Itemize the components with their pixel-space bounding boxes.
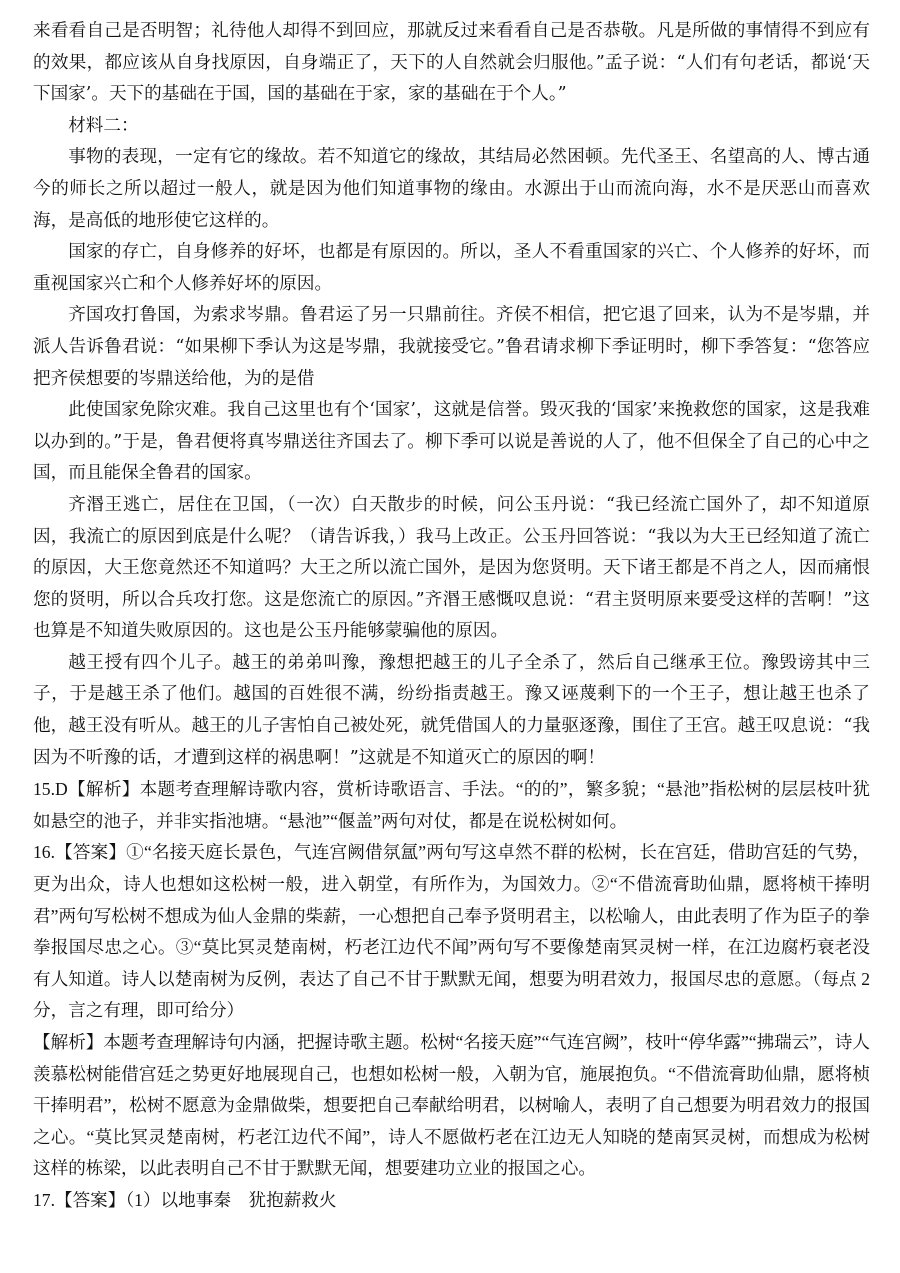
answer-17: 17.【答案】（1）以地事秦 犹抱薪救火 (33, 1189, 337, 1210)
section-heading-material-two: 材料二： (68, 115, 139, 136)
paragraph-cen-ding-cont: 此使国家免除灾难。我自己这里也有个‘国家’，这就是信誉。毁灭我的‘国家’来挽救您的国家，这是我难以办到的。”于是，鲁君便将真岑鼎送往齐国去了。柳下季可以说是善说的人了，他不但保全了自己的心中之国，而且能保全鲁君的国家。 (33, 400, 870, 484)
answer-16: 16.【答案】①“名接天庭长景色，气连宫阙借氛氲”两句写这卓然不群的松树，长在宫廷，借助宫廷的气势，更为出众，诗人也想如这松树一般，进入朝堂，有所作为，为国效力。②“不借流膏助仙鼎，愿将桢干捧明君”两句写松树不想成为仙人金鼎的柴薪，一心想把自己奉予贤明君主，以松喻人，由此表明了作为臣子的拳拳报国尽忠之心。③“莫比冥灵楚南树，朽老江边代不闻”两句写不要像楚南冥灵树一样，在江边腐朽衰老没有人知道。诗人以楚南树为反例，表达了自己不甘于默默无闻，想要为明君效力，报国尽忠的意愿。（每点 2 分，言之有理，即可给分） (33, 842, 870, 1021)
paragraph-yue-wang: 越王授有四个儿子。越王的弟弟叫豫，豫想把越王的儿子全杀了，然后自己继承王位。豫毁谤其中三子，于是越王杀了他们。越国的百姓很不满，纷纷指责越王。豫又诬蔑剩下的一个王子，想让越王也杀了他，越王没有听从。越王的儿子害怕自己被处死，就凭借国人的力量驱逐豫，围住了王宫。越王叹息说：“我因为不听豫的话，才遭到这样的祸患啊！”这就是不知道灭亡的原因的啊！ (33, 652, 870, 768)
paragraph-state-survival: 国家的存亡，自身修养的好坏，也都是有原因的。所以，圣人不看重国家的兴亡、个人修养的好坏，而重视国家兴亡和个人修养好坏的原因。 (33, 242, 870, 294)
paragraph-continuation: 来看看自己是否明智；礼待他人却得不到回应，那就反过来看看自己是否恭敬。凡是所做的事情得不到应有的效果，都应该从自身找原因，自身端正了，天下的人自然就会归服他。”孟子说：“人们有句老话，都说‘天下国家’。天下的基础在于国，国的基础在于家，家的基础在于个人。” (33, 21, 870, 105)
answer-15: 15.D【解析】本题考查理解诗歌内容，赏析诗歌语言、手法。“的的”，繁多貌；“悬池”指松树的层层枝叶犹如悬空的池子，并非实指池塘。“悬池”“偃盖”两句对仗，都是在说松树如何。 (33, 779, 870, 831)
paragraph-causes: 事物的表现，一定有它的缘故。若不知道它的缘故，其结局必然困顿。先代圣王、名望高的人、博古通今的师长之所以超过一般人，就是因为他们知道事物的缘由。水源出于山而流向海，水不是厌恶山而喜欢海，是高低的地形使它这样的。 (33, 147, 870, 231)
analysis-16: 【解析】本题考查理解诗句内涵，把握诗歌主题。松树“名接天庭”“气连宫阙”，枝叶“停华露”“拂瑞云”，诗人羡慕松树能借宫廷之势更好地展现自己，也想如松树一般，入朝为官，施展抱负。“不借流膏助仙鼎，愿将桢干捧明君”，松树不愿意为金鼎做柴，想要把自己奉献给明君，以树喻人，表明了自己想要为明君效力的报国之心。“莫比冥灵楚南树，朽老江边代不闻”，诗人不愿做朽老在江边无人知晓的楚南冥灵树，而想成为松树这样的栋梁，以此表明自己不甘于默默无闻，想要建功立业的报国之心。 (33, 1032, 870, 1179)
paragraph-cen-ding: 齐国攻打鲁国，为索求岑鼎。鲁君运了另一只鼎前往。齐侯不相信，把它退了回来，认为不是岑鼎，并派人告诉鲁君说：“如果柳下季认为这是岑鼎，我就接受它。”鲁君请求柳下季证明时，柳下季答复：“您答应把齐侯想要的岑鼎送给他，为的是借 (33, 305, 870, 389)
paragraph-qi-min-wang: 齐湣王逃亡，居住在卫国，（一次）白天散步的时候，问公玉丹说：“我已经流亡国外了，却不知道原因，我流亡的原因到底是什么呢？（请告诉我，）我马上改正。公玉丹回答说：“我以为大王已经知道了流亡的原因，大王您竟然还不知道吗？大王之所以流亡国外，是因为您贤明。天下诸王都是不肖之人，因而痛恨您的贤明，所以合兵攻打您。这是您流亡的原因。”齐湣王感慨叹息说：“君主贤明原来要受这样的苦啊！”这也算是不知道失败原因的。这也是公玉丹能够蒙骗他的原因。 (33, 494, 870, 642)
